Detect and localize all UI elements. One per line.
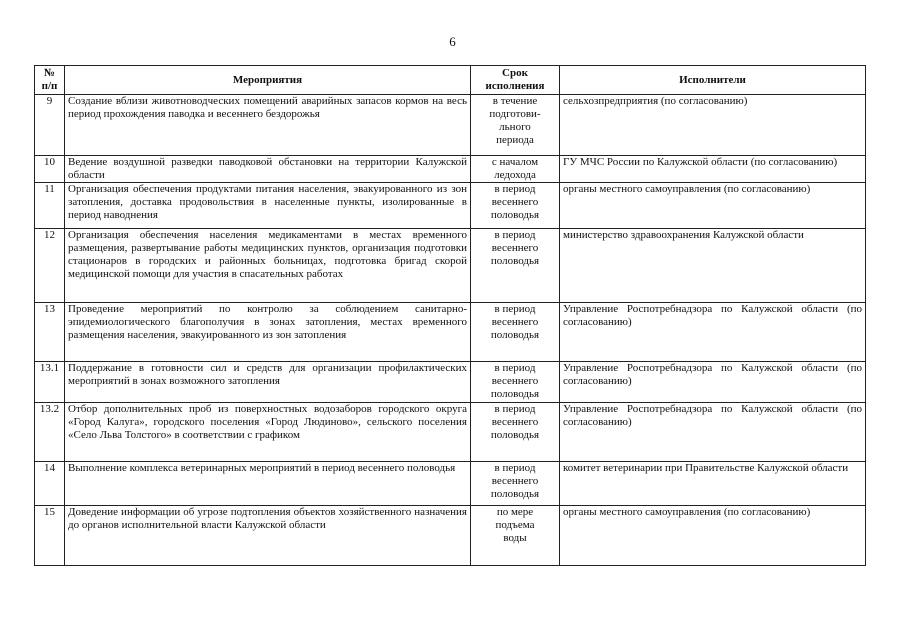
header-num: № п/п [35,66,65,95]
row-activity: Ведение воздушной разведки паводковой обстановки на территории Калужской области [65,156,471,183]
row-num: 15 [35,506,65,566]
row-num: 12 [35,229,65,303]
row-num: 14 [35,462,65,506]
page-number: 6 [449,34,456,49]
row-activity: Организация обеспечения населения медикаментами в местах временного размещения, развертывание работы медицинских пунктов, организация подготовки стационаров в городских и районных больницах, подготовка бригад скорой медицинской помощи для участия в спасательных работах [65,229,471,303]
row-term: в период весеннего половодья [471,303,560,362]
row-executors: министерство здравоохранения Калужской области [560,229,866,303]
header-row [35,66,866,95]
row-num: 10 [35,156,65,183]
table-row [35,156,866,183]
header-term: Срок исполнения [471,66,560,95]
row-executors: Управление Роспотребнадзора по Калужской области (по согласованию) [560,303,866,362]
table-row [35,95,866,156]
row-num: 13.1 [35,362,65,403]
row-activity: Поддержание в готовности сил и средств для организации профилактических мероприятий в зонах возможного затопления [65,362,471,403]
table-row [35,183,866,229]
row-executors: сельхозпредприятия (по согласованию) [560,95,866,156]
table-row [35,362,866,403]
row-executors: ГУ МЧС России по Калужской области (по согласованию) [560,156,866,183]
row-activity: Проведение мероприятий по контролю за соблюдением санитарно-эпидемиологического благополучия в зонах затопления, местах временного размещения населения, эвакуированного из зон затопления [65,303,471,362]
table-header [35,66,866,95]
row-term: в период весеннего половодья [471,403,560,462]
row-activity: Создание вблизи животноводческих помещений аварийных запасов кормов на весь период прохождения паводка и весеннего бездорожья [65,95,471,156]
measures-table [34,65,866,566]
row-num: 13.2 [35,403,65,462]
row-executors: органы местного самоуправления (по согласованию) [560,183,866,229]
row-executors: Управление Роспотребнадзора по Калужской области (по согласованию) [560,362,866,403]
row-executors: комитет ветеринарии при Правительстве Калужской области [560,462,866,506]
table-row [35,506,866,566]
table-row [35,403,866,462]
row-term: в период весеннего половодья [471,362,560,403]
row-activity: Выполнение комплекса ветеринарных мероприятий в период весеннего половодья [65,462,471,506]
row-executors: органы местного самоуправления (по согласованию) [560,506,866,566]
row-term: в течение подготови- льного периода [471,95,560,156]
table-row [35,462,866,506]
row-term: в период весеннего половодья [471,229,560,303]
row-num: 13 [35,303,65,362]
row-num: 9 [35,95,65,156]
row-activity: Доведение информации об угрозе подтопления объектов хозяйственного назначения до органов исполнительной власти Калужской области [65,506,471,566]
header-executors: Исполнители [560,66,866,95]
table-row [35,303,866,362]
header-activity: Мероприятия [65,66,471,95]
table-body [35,95,866,566]
row-activity: Организация обеспечения продуктами питания населения, эвакуированного из зон затопления, доставка продовольствия в населенные пункты, изолированные в период наводнения [65,183,471,229]
row-term: в период весеннего половодья [471,462,560,506]
row-activity: Отбор дополнительных проб из поверхностных водозаборов городского округа «Город Калуга», городского поселения «Город Людиново», сельского поселения «Село Льва Толстого» в соответствии с графиком [65,403,471,462]
table-row [35,229,866,303]
row-executors: Управление Роспотребнадзора по Калужской области (по согласованию) [560,403,866,462]
row-term: по мере подъема воды [471,506,560,566]
row-term: с началом ледохода [471,156,560,183]
row-num: 11 [35,183,65,229]
row-term: в период весеннего половодья [471,183,560,229]
